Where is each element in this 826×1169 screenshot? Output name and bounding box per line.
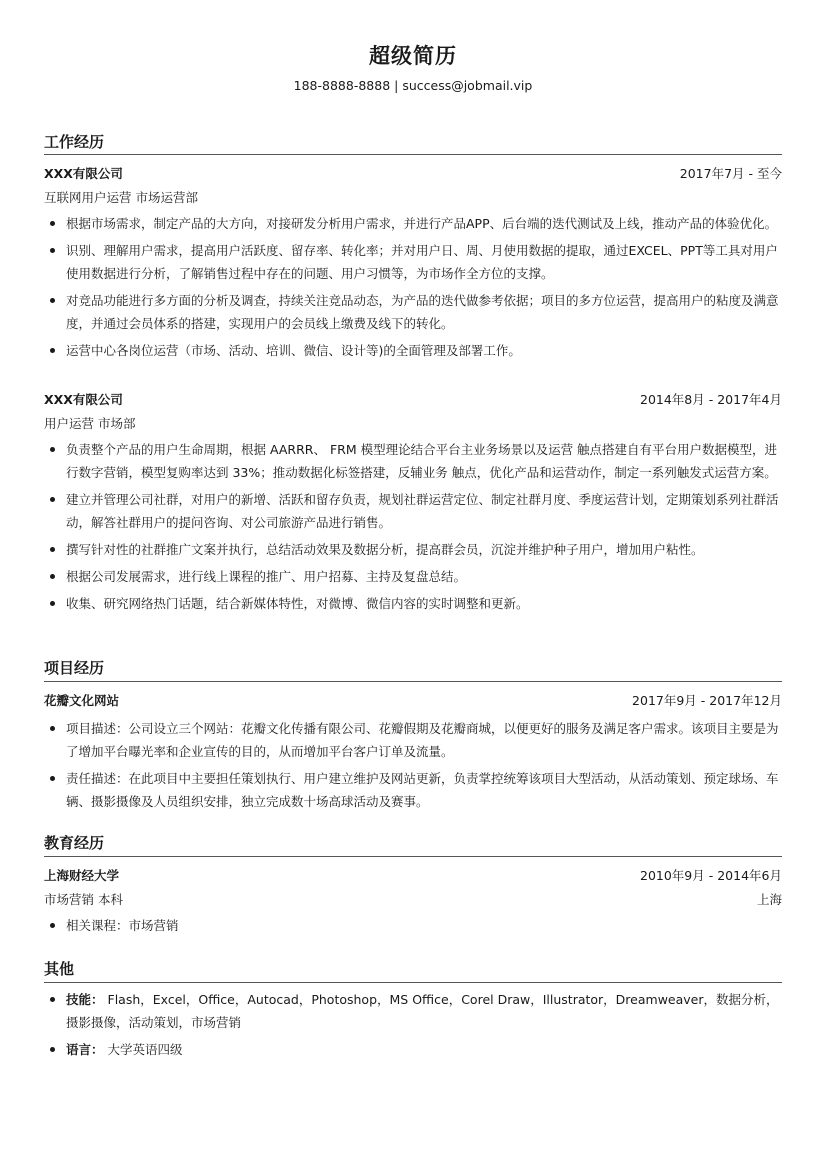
job-role: 用户运营 市场部 xyxy=(44,416,136,431)
list-item: 根据公司发展需求，进行线上课程的推广、用户招募、主持及复盘总结。 xyxy=(44,565,782,588)
other-bullets xyxy=(44,988,782,1065)
list-item: 责任描述：在此项目中主要担任策划执行、用户建立维护及网站更新，负责掌控统筹该项目大型活动，从活动策划、预定球场、车辆、摄影摄像及人员组织安排，独立完成数十场高球活动及赛事。 xyxy=(44,767,782,813)
project-entry-header xyxy=(44,691,782,709)
section-divider xyxy=(44,154,782,155)
skills-item xyxy=(44,988,782,1034)
school-name: 上海财经大学 xyxy=(44,868,120,883)
work-entry-role-row xyxy=(44,414,782,432)
list-item: 撰写针对性的社群推广文案并执行，总结活动效果及数据分析，提高群会员，沉淀并维护种子用户，增加用户粘性。 xyxy=(44,538,782,561)
date-range: 2014年8月 - 2017年4月 xyxy=(640,392,782,407)
list-item: 根据市场需求，制定产品的大方向，对接研发分析用户需求，并进行产品APP、后台端的迭代测试及上线，推动产品的体验优化。 xyxy=(44,212,782,235)
work-entry-role-row xyxy=(44,188,782,206)
section-title-work: 工作经历 xyxy=(44,133,105,151)
project-name: 花瓣文化网站 xyxy=(44,693,120,708)
list-item: 识别、理解用户需求，提高用户活跃度、留存率、转化率；并对用户日、周、月使用数据的提取，通过EXCEL、PPT等工具对用户使用数据进行分析，了解销售过程中存在的问题、用户习惯等，为市场作全方位的支撑。 xyxy=(44,239,782,285)
list-item: 建立并管理公司社群，对用户的新增、活跃和留存负责，规划社群运营定位、制定社群月度、季度运营计划，定期策划系列社群活动，解答社群用户的提问咨询、对公司旅游产品进行销售。 xyxy=(44,488,782,534)
work-bullets xyxy=(44,212,782,366)
resume-name: 超级简历 xyxy=(369,44,457,68)
company-name: XXX有限公司 xyxy=(44,166,123,181)
section-divider xyxy=(44,982,782,983)
job-role: 互联网用户运营 市场运营部 xyxy=(44,190,198,205)
work-bullets xyxy=(44,438,782,619)
skills-label: 技能： xyxy=(66,992,104,1007)
education-entry-detail xyxy=(44,890,782,908)
work-entry-header xyxy=(44,164,782,182)
education-entry-header xyxy=(44,866,782,884)
language-text: 大学英语四级 xyxy=(107,1042,183,1057)
section-title-projects: 项目经历 xyxy=(44,659,105,677)
list-item: 运营中心各岗位运营（市场、活动、培训、微信、设计等)的全面管理及部署工作。 xyxy=(44,339,782,362)
company-name: XXX有限公司 xyxy=(44,392,123,407)
location: 上海 xyxy=(756,892,782,907)
project-bullets xyxy=(44,717,782,817)
section-title-other: 其他 xyxy=(44,960,75,978)
section-title-education: 教育经历 xyxy=(44,834,105,852)
date-range: 2017年7月 - 至今 xyxy=(679,166,782,181)
section-divider xyxy=(44,856,782,857)
date-range: 2010年9月 - 2014年6月 xyxy=(640,868,782,883)
list-item: 相关课程：市场营销 xyxy=(44,914,782,937)
date-range: 2017年9月 - 2017年12月 xyxy=(632,693,782,708)
major-degree: 市场营销 本科 xyxy=(44,892,123,907)
list-item: 收集、研究网络热门话题，结合新媒体特性，对微博、微信内容的实时调整和更新。 xyxy=(44,592,782,615)
section-divider xyxy=(44,681,782,682)
language-item xyxy=(44,1038,782,1061)
language-label: 语言： xyxy=(66,1042,104,1057)
list-item: 对竞品功能进行多方面的分析及调查，持续关注竞品动态，为产品的迭代做参考依据；项目的多方位运营，提高用户的粘度及满意度，并通过会员体系的搭建，实现用户的会员线上缴费及线下的转化。 xyxy=(44,289,782,335)
contact-info: 188-8888-8888 | success@jobmail.vip xyxy=(293,78,533,93)
education-bullets xyxy=(44,914,782,937)
list-item: 负责整个产品的用户生命周期，根据 AARRR、 FRM 模型理论结合平台主业务场景以及运营 触点搭建自有平台用户数据模型，进行数字营销，模型复购率达到 33%；推动数据化标签搭建，反辅业务 触点，优化产品和运营动作，制定一系列触发式运营方案。 xyxy=(44,438,782,484)
work-entry-header xyxy=(44,390,782,408)
skills-text: Flash，Excel，Office，Autocad，Photoshop，MS Office，Corel Draw，Illustrator，Dreamweaver，数据分析，摄影摄像，活动策划，市场营销 xyxy=(66,992,779,1030)
list-item: 项目描述：公司设立三个网站：花瓣文化传播有限公司、花瓣假期及花瓣商城，以便更好的服务及满足客户需求。该项目主要是为了增加平台曝光率和企业宣传的目的，从而增加平台客户订单及流量。 xyxy=(44,717,782,763)
